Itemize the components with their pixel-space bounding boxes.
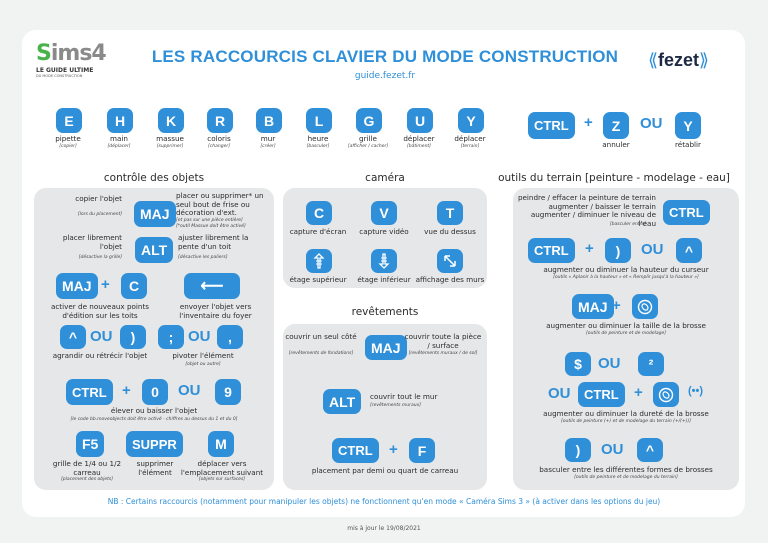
- update-date: mis à jour le 19/08/2021: [347, 525, 421, 532]
- free-place-sub: [désactive la grille]: [78, 255, 122, 260]
- inventory-label: envoyer l'objet vers l'inventaire du foyer: [179, 302, 252, 320]
- key-maj: MAJ: [134, 201, 176, 227]
- cursor-height-sub: [outils « Aplanir à la hauteur » et « Remplir jusqu'à la hauteur »]: [553, 275, 699, 280]
- tool-sub: [bâtiment]: [407, 144, 431, 149]
- brush-hardness-label: augmenter ou diminuer la dureté de la brosse: [543, 409, 709, 418]
- paint-toggle-label: peindre / effacer la peinture de terrain augmenter / baisser le terrain augmenter / diminuer le niveau de l'eau: [517, 193, 656, 228]
- key-ctrl: CTRL: [528, 112, 575, 139]
- key-alt: ALT: [135, 237, 173, 263]
- rotate-sub: [objet ou autre]: [185, 362, 221, 367]
- tool-sub: [supprimer]: [156, 144, 184, 149]
- key-k: K: [158, 108, 184, 133]
- sims4-logo: [36, 42, 116, 78]
- half-tile-label: placement par demi ou quart de carreau: [311, 466, 459, 475]
- key-ctrl: CTRL: [528, 238, 575, 263]
- or-text: OU: [90, 328, 113, 345]
- grid-label: grille de 1/4 ou 1/2 carreau: [52, 459, 122, 477]
- logo-line1: LE GUIDE ULTIME: [36, 67, 94, 74]
- roof-slope-label: ajuster librement la pente d'un toit: [178, 233, 249, 251]
- key-suppr: SUPPR: [126, 431, 183, 457]
- tool-sub: [déplacer]: [107, 144, 131, 149]
- key-m: M: [208, 431, 234, 457]
- section-terrain-title: outils du terrain [peinture - modelage - eau]: [498, 172, 730, 184]
- plus-sign: +: [585, 240, 594, 257]
- key-alt: ALT: [323, 389, 361, 414]
- tool-label: mur: [260, 134, 276, 143]
- key-ctrl: CTRL: [332, 438, 379, 463]
- or-text: OU: [640, 115, 663, 132]
- section-coverings-title: revêtements: [351, 306, 419, 318]
- whole-wall-sub: [revêtements muraux]: [370, 403, 421, 408]
- move-next-label: déplacer vers l'emplacement suivant: [180, 459, 264, 477]
- key-maj: MAJ: [572, 294, 614, 319]
- tool-sub: [copier]: [59, 144, 77, 149]
- footer-note: NB : Certains raccourcis (notamment pour manipuler les objets) ne fonctionnent qu'en mode « Caméra Sims 3 » (à activer dans les options du jeu): [107, 497, 661, 506]
- roof-points-label: activer de nouveaux points d'édition sur les toits: [50, 302, 150, 320]
- maj-right-sub1: [et pas sur une pièce entière]: [176, 218, 243, 223]
- or-text: OU: [641, 241, 664, 258]
- plus-sign: +: [122, 382, 131, 399]
- tool-sub: [créer]: [260, 144, 276, 149]
- key-g: G: [356, 108, 382, 133]
- tool-label: heure: [307, 134, 329, 143]
- key-comma: ,: [217, 325, 243, 349]
- key-dollar: $: [565, 352, 591, 376]
- undo-label: annuler: [602, 140, 630, 149]
- whole-wall-label: couvrir tout le mur: [370, 392, 438, 401]
- key-f5: F5: [76, 431, 104, 457]
- floor-down-icon: [371, 249, 397, 273]
- key-l: L: [306, 108, 332, 133]
- tool-sub: [basculer]: [306, 144, 330, 149]
- one-side-label: couvrir un seul côté: [285, 332, 357, 341]
- page-title: LES RACCOURCIS CLAVIER DU MODE CONSTRUCTION: [151, 47, 619, 66]
- whole-room-sub: [revêtements muraux / de sol]: [408, 351, 478, 356]
- redo-label: rétablir: [675, 140, 701, 149]
- tool-label: coloris: [207, 134, 231, 143]
- roof-slope-sub: [désactive les paliers]: [178, 255, 228, 260]
- tool-label: pipette: [55, 134, 81, 143]
- key-paren: ): [565, 438, 591, 462]
- key-backspace: ⟵: [184, 273, 240, 299]
- key-ctrl: CTRL: [66, 379, 113, 405]
- tool-sub: [afficher / cacher]: [347, 144, 389, 149]
- key-v: V: [371, 201, 397, 225]
- logo-brand: Sims4: [36, 41, 106, 66]
- key-h: H: [107, 108, 133, 133]
- key-maj: MAJ: [365, 335, 407, 360]
- key-9: 9: [215, 379, 241, 405]
- elevate-label: élever ou baisser l'objet: [110, 406, 198, 415]
- section-objects-title: contrôle des objets: [103, 172, 205, 184]
- brush-hardness-sub: [outils de peinture (+) et de modelage du terrain (+/(+))]: [561, 419, 691, 424]
- key-c: C: [306, 201, 332, 225]
- copy-label: copier l'objet: [75, 194, 122, 203]
- tool-label: déplacer: [403, 134, 435, 143]
- free-place-label: placer librement l'objet: [62, 233, 122, 251]
- key-superscript-two: ²: [638, 352, 664, 376]
- key-semicolon: ;: [158, 325, 184, 349]
- mouse-icon: [653, 382, 679, 407]
- site-url[interactable]: guide.fezet.fr: [354, 71, 416, 81]
- wall-view-label: affichage des murs: [415, 275, 485, 284]
- key-z: Z: [603, 112, 629, 139]
- key-ctrl: CTRL: [578, 382, 625, 407]
- key-u: U: [407, 108, 433, 133]
- resize-label: agrandir ou rétrécir l'objet: [52, 351, 148, 360]
- key-f: F: [409, 438, 435, 463]
- key-r: R: [207, 108, 233, 133]
- key-t: T: [437, 201, 463, 225]
- tool-label: déplacer: [454, 134, 486, 143]
- floor-up-label: étage supérieur: [289, 275, 347, 284]
- or-text: OU: [178, 382, 201, 399]
- floor-down-label: étage inférieur: [357, 275, 411, 284]
- key-y: Y: [675, 112, 701, 139]
- grid-sub: [placement des objets]: [61, 477, 113, 482]
- elevate-sub: [le code bb.moveobjects doit être activé - chiffres au dessus du 1 et du 0]: [70, 417, 238, 422]
- scroll-wheel-text: (••): [688, 385, 704, 397]
- video-capture-label: capture vidéo: [359, 227, 409, 236]
- whole-room-label: couvrir toute la pièce / surface: [404, 332, 482, 350]
- logo-line2: DU MODE CONSTRUCTION: [36, 74, 83, 78]
- key-y: Y: [458, 108, 484, 133]
- plus-sign: +: [612, 297, 621, 314]
- fezet-logo: ⟪fezet⟫: [648, 50, 710, 70]
- maj-right-label: placer ou supprimer* un seul bout de frise ou décoration d'ext.: [176, 191, 264, 218]
- plus-sign: +: [101, 276, 110, 293]
- cursor-height-label: augmenter ou diminuer la hauteur du curseur: [543, 265, 709, 274]
- tool-sub: [terrain]: [460, 144, 480, 149]
- key-e: E: [56, 108, 82, 133]
- plus-sign: +: [584, 114, 593, 131]
- brush-shape-label: basculer entre les différentes formes de brosses: [539, 465, 713, 474]
- or-text: OU: [188, 328, 211, 345]
- paint-toggle-sub: [basculer entre]: [609, 222, 646, 227]
- delete-label: supprimer l'élément: [136, 459, 174, 477]
- screenshot-label: capture d'écran: [289, 227, 347, 236]
- or-text: OU: [601, 441, 624, 458]
- section-camera-title: caméra: [365, 172, 405, 184]
- tool-label: grille: [359, 134, 377, 143]
- one-side-sub: [revêtements de fondations]: [288, 351, 354, 356]
- key-ctrl: CTRL: [663, 200, 710, 225]
- maj-right-sub2: [*outil Massue doit être activé]: [176, 224, 246, 229]
- floor-up-icon: [306, 249, 332, 273]
- or-text: OU: [598, 355, 621, 372]
- mouse-icon: [632, 294, 658, 319]
- key-caret: ^: [637, 438, 663, 462]
- tool-label: main: [110, 134, 128, 143]
- plus-sign: +: [634, 384, 643, 401]
- top-view-label: vue du dessus: [424, 227, 476, 236]
- key-c: C: [121, 273, 147, 299]
- or-text: OU: [548, 385, 571, 402]
- tool-label: massue: [156, 134, 184, 143]
- brush-shape-sub: [outils de peinture et de modelage du terrain]: [574, 475, 678, 480]
- wall-view-icon: [437, 249, 463, 273]
- key-caret: ^: [676, 238, 702, 263]
- brush-size-sub: [outils de peinture et de modelage]: [585, 331, 667, 336]
- copy-sub: [lors du placement]: [77, 212, 122, 217]
- brush-size-label: augmenter ou diminuer la taille de la brosse: [546, 321, 706, 330]
- terrain-panel: [513, 188, 739, 490]
- tool-sub: [changer]: [208, 144, 230, 149]
- key-0: 0: [142, 379, 168, 405]
- key-b: B: [256, 108, 282, 133]
- move-next-sub: [objets sur surfaces]: [198, 477, 246, 482]
- key-paren: ): [605, 238, 631, 263]
- key-caret: ^: [60, 325, 86, 349]
- key-maj: MAJ: [56, 273, 98, 299]
- key-paren: ): [120, 325, 146, 349]
- rotate-label: pivoter l'élément: [172, 351, 234, 360]
- plus-sign: +: [389, 441, 398, 458]
